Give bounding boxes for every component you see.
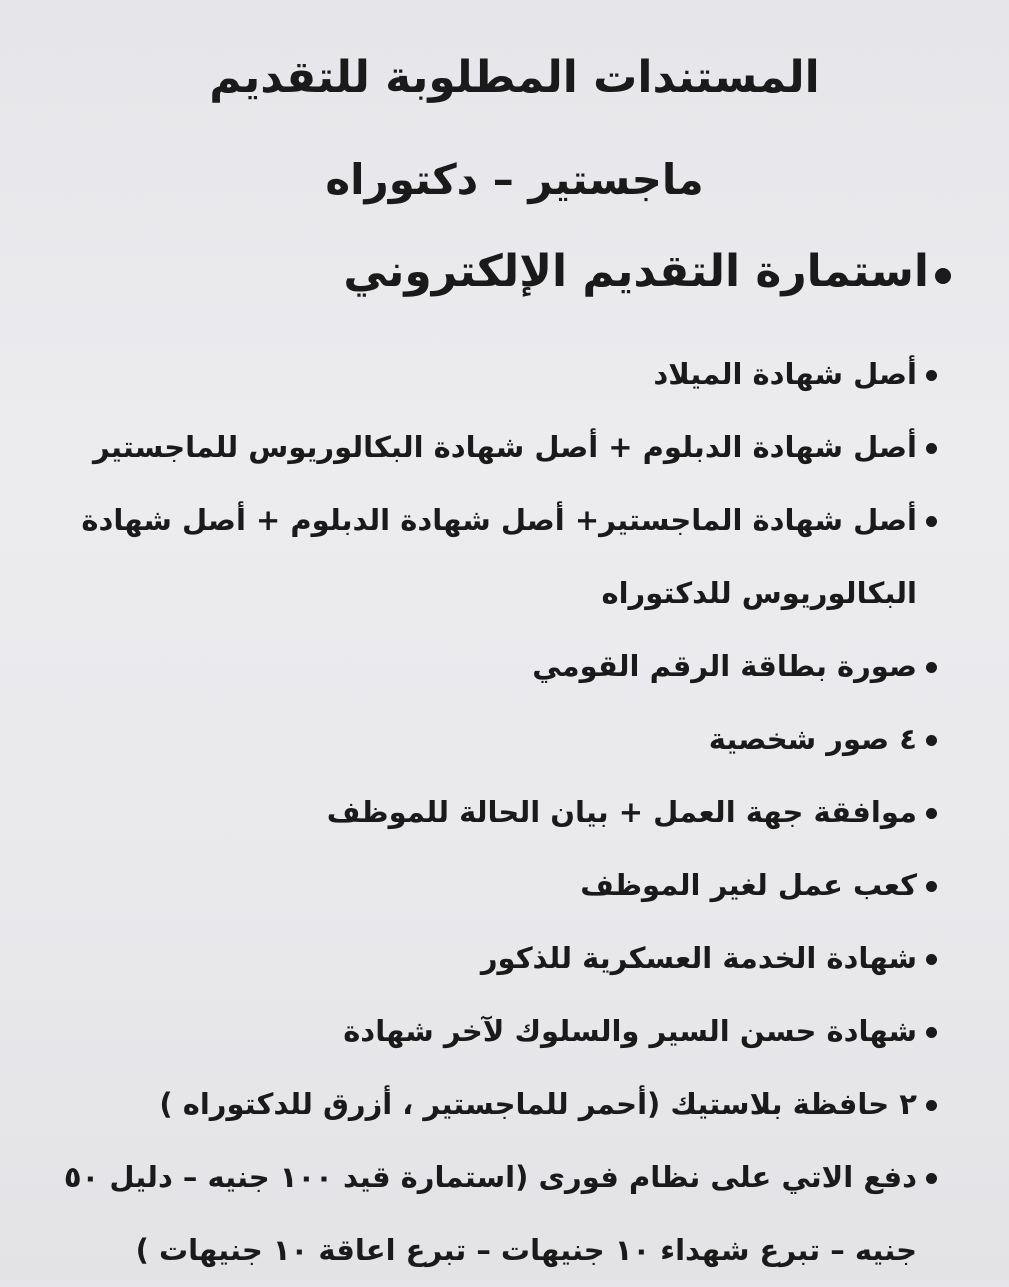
page-title: المستندات المطلوبة للتقديم [209, 52, 820, 103]
list-item-text: صورة بطاقة الرقم القومي [532, 649, 917, 683]
main-requirement [343, 246, 951, 297]
list-item [30, 995, 937, 1068]
list-item [30, 849, 937, 922]
main-requirement-label: استمارة التقديم الإلكتروني [343, 246, 929, 297]
bullet-icon [935, 268, 951, 284]
list-item-text: ٢ حافظة بلاستيك (أحمر للماجستير ، أزرق للدكتوراه ) [159, 1087, 917, 1121]
bullet-icon [926, 516, 937, 527]
list-item [30, 1068, 937, 1141]
bullet-icon [926, 808, 937, 819]
bullet-icon [926, 662, 937, 673]
list-item [30, 703, 937, 776]
bullet-icon [926, 443, 937, 454]
list-item [30, 484, 937, 630]
bullet-icon [926, 1173, 937, 1184]
list-item-text: أصل شهادة الميلاد [653, 357, 917, 391]
list-item-text: أصل شهادة الدبلوم + أصل شهادة البكالوريوس للماجستير [93, 430, 917, 464]
list-item [30, 776, 937, 849]
list-item [30, 922, 937, 995]
list-item [30, 338, 937, 411]
list-item [30, 630, 937, 703]
bullet-icon [926, 881, 937, 892]
list-item [30, 1141, 937, 1287]
list-item-text: موافقة جهة العمل + بيان الحالة للموظف [326, 795, 917, 829]
list-item-text: شهادة الخدمة العسكرية للذكور [480, 941, 917, 975]
bullet-icon [926, 370, 937, 381]
requirements-list [30, 338, 937, 1287]
bullet-icon [926, 1027, 937, 1038]
list-item-text: أصل شهادة الماجستير+ أصل شهادة الدبلوم + أصل شهادة البكالوريوس للدكتوراه [81, 503, 917, 610]
list-item-text: كعب عمل لغير الموظف [580, 868, 917, 902]
page-subtitle: ماجستير – دكتوراه [325, 155, 704, 204]
list-item-text: شهادة حسن السير والسلوك لآخر شهادة [343, 1014, 917, 1048]
bullet-icon [926, 1100, 937, 1111]
bullet-icon [926, 735, 937, 746]
list-item [30, 411, 937, 484]
list-item-text: دفع الاتي على نظام فورى (استمارة قيد ١٠٠ جنيه – دليل ٥٠ جنيه – تبرع شهداء ١٠ جنيهات – تبرع اعاقة ١٠ جنيهات ) [63, 1160, 917, 1267]
list-item-text: ٤ صور شخصية [708, 722, 917, 756]
bullet-icon [926, 954, 937, 965]
